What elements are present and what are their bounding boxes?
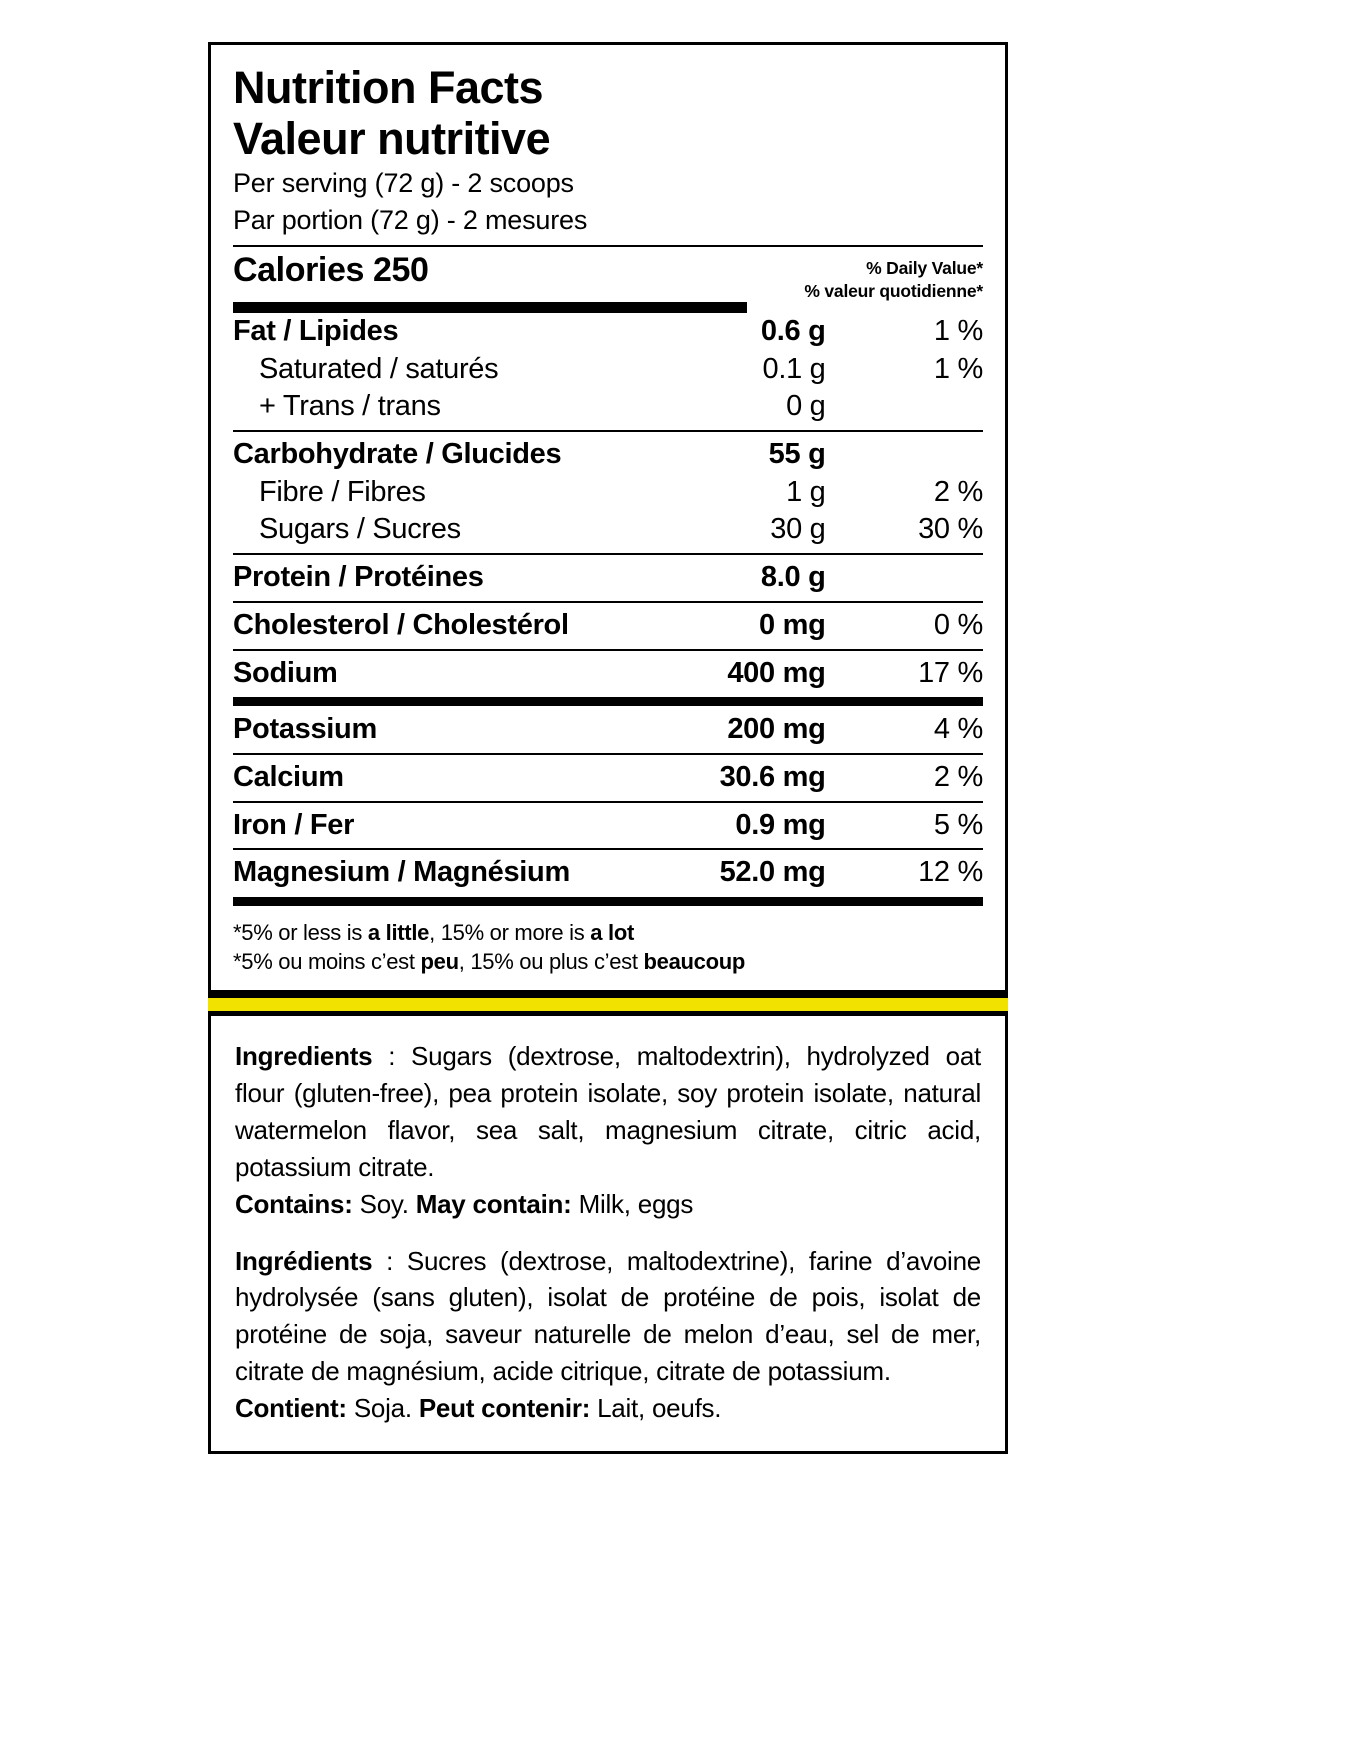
bilingual-label-panel	[208, 42, 1008, 1454]
serving-size-fr: Par portion (72 g) - 2 mesures	[233, 204, 588, 235]
nutrient-table-body	[233, 313, 983, 911]
nutrient-name: Protein / Protéines	[233, 561, 484, 594]
yellow-divider-band	[208, 993, 1008, 1016]
table-row	[233, 807, 983, 845]
table-row	[233, 759, 983, 797]
ingredients-body-fr: Sucres (dextrose, maltodextrine), farine d’avoine hydrolysée (sans gluten), isolat de protéine de pois, isolat de protéine de soja, saveur naturelle de melon d’eau, sel de mer, citrate de magnésium, acide citrique, citrate de potassium.	[235, 1245, 981, 1387]
divider-line	[233, 553, 983, 555]
table-row	[233, 474, 983, 512]
footnote-fr	[233, 947, 983, 976]
nutrient-amount: 8.0 g	[760, 561, 826, 594]
divider-line	[233, 601, 983, 603]
footnote-en-bold1: a little	[367, 919, 430, 945]
allergen-line-fr	[235, 1390, 981, 1427]
footnote-fr-bold2: beaucoup	[643, 948, 745, 974]
table-row	[233, 313, 983, 351]
nutrient-name: Potassium	[233, 713, 377, 746]
nutrient-name: Carbohydrate / Glucides	[233, 438, 562, 471]
nutrient-dv: 0 %	[933, 608, 983, 641]
nutrient-dv: 17 %	[918, 656, 983, 689]
divider-line	[233, 848, 983, 850]
daily-value-header-en: % Daily Value*	[866, 258, 983, 279]
nutrient-name: Cholesterol / Cholestérol	[233, 608, 569, 641]
nutrient-dv: 2 %	[933, 760, 983, 793]
nutrition-facts-title-en: Nutrition Facts	[233, 62, 544, 113]
ingredients-paragraph-en	[235, 1038, 981, 1186]
may-contain-value-en: Milk, eggs	[571, 1188, 694, 1219]
row-separator	[233, 645, 983, 655]
table-row	[233, 436, 983, 474]
calories-underbar-wrap	[233, 302, 983, 313]
ingredients-language-gap	[235, 1223, 981, 1243]
footnote-en-bold2: a lot	[590, 919, 634, 945]
contains-label-fr: Contient:	[235, 1393, 347, 1424]
daily-value-header	[804, 251, 983, 302]
table-row	[233, 351, 983, 389]
nutrient-name: Magnesium / Magnésium	[233, 856, 570, 889]
row-separator	[233, 797, 983, 807]
footnote-fr-mid: , 15% ou plus c’est	[458, 948, 644, 974]
nutrient-dv: 4 %	[933, 713, 983, 746]
nutrient-dv: 2 %	[933, 475, 983, 508]
row-separator-major	[233, 692, 983, 711]
nutrient-amount: 52.0 mg	[719, 856, 826, 889]
nutrient-amount: 30.6 mg	[719, 760, 826, 793]
nutrient-amount: 200 mg	[727, 713, 826, 746]
row-separator	[233, 597, 983, 607]
nutrient-dv	[826, 388, 984, 426]
nutrient-amount: 400 mg	[727, 656, 826, 689]
footnote-en	[233, 911, 983, 947]
table-row	[233, 655, 983, 693]
ingredients-box	[208, 1016, 1008, 1454]
nutrient-amount: 0 mg	[759, 608, 826, 641]
contains-label-en: Contains:	[235, 1188, 353, 1219]
nutrient-amount: 0 g	[786, 390, 826, 423]
allergen-line-en	[235, 1186, 981, 1223]
table-row	[233, 854, 983, 892]
nutrient-name: Fibre / Fibres	[259, 475, 426, 508]
nutrient-dv	[826, 436, 984, 474]
nutrient-dv: 5 %	[933, 808, 983, 841]
table-row	[233, 388, 983, 426]
nutrient-table	[233, 313, 983, 911]
nutrient-amount: 30 g	[770, 513, 826, 546]
may-contain-value-fr: Lait, oeufs.	[590, 1393, 722, 1424]
calories-label: Calories 250	[233, 251, 429, 290]
nutrient-amount: 1 g	[786, 475, 826, 508]
divider-line	[233, 753, 983, 755]
nutrient-name: Sugars / Sucres	[259, 513, 461, 546]
ingredients-sep-fr: :	[372, 1245, 407, 1276]
contains-value-en: Soy.	[352, 1188, 416, 1219]
nutrient-dv: 1 %	[933, 352, 983, 385]
may-contain-label-fr: Peut contenir:	[418, 1393, 591, 1424]
nutrition-facts-box	[208, 42, 1008, 993]
yellow-band-fill	[208, 998, 1008, 1011]
divider-line	[233, 649, 983, 651]
footnote-fr-bold1: peu	[420, 948, 459, 974]
may-contain-label-en: May contain:	[415, 1188, 572, 1219]
divider-line	[233, 430, 983, 432]
divider-bar	[233, 697, 983, 706]
nutrition-facts-title-fr: Valeur nutritive	[233, 113, 551, 165]
nutrient-name: Iron / Fer	[233, 808, 355, 841]
calories-underbar	[233, 302, 747, 313]
nutrient-amount: 0.1 g	[762, 352, 826, 385]
row-separator	[233, 549, 983, 559]
nutrient-dv: 1 %	[933, 315, 983, 347]
row-separator	[233, 426, 983, 436]
row-separator	[233, 749, 983, 759]
nutrient-dv: 12 %	[918, 856, 983, 889]
nutrient-dv: 30 %	[918, 513, 983, 546]
footnote-en-mid: , 15% or more is	[429, 919, 591, 945]
contains-value-fr: Soja.	[346, 1393, 419, 1424]
divider-bar	[233, 897, 983, 906]
table-row	[233, 607, 983, 645]
table-row	[233, 511, 983, 549]
table-row	[233, 559, 983, 597]
nutrient-dv	[826, 559, 984, 597]
table-row	[233, 711, 983, 749]
nutrient-name: Calcium	[233, 760, 344, 793]
divider-line	[233, 801, 983, 803]
ingredients-heading-en: Ingredients	[235, 1041, 373, 1071]
nutrient-name: Saturated / saturés	[259, 352, 499, 385]
nutrient-name: Sodium	[233, 656, 338, 689]
calories-row	[233, 247, 983, 302]
ingredients-body-en: Sugars (dextrose, maltodextrin), hydrolyzed oat flour (gluten-free), pea protein isolate, soy protein isolate, natural watermelon flavor, sea salt, magnesium citrate, citric acid, potassium citrate.	[235, 1041, 981, 1182]
footnote-en-pre: *5% or less is	[233, 919, 368, 945]
row-separator-major	[233, 892, 983, 911]
serving-size-en: Per serving (72 g) - 2 scoops	[233, 167, 574, 198]
nutrient-name: + Trans / trans	[259, 390, 441, 423]
nutrient-amount: 55 g	[768, 438, 826, 471]
footnote-fr-pre: *5% ou moins c’est	[233, 948, 421, 974]
nutrient-amount: 0.9 mg	[735, 808, 826, 841]
nutrient-name: Fat / Lipides	[233, 315, 399, 347]
row-separator	[233, 844, 983, 854]
nutrient-amount: 0.6 g	[760, 315, 826, 347]
ingredients-sep-en: :	[372, 1041, 412, 1071]
ingredients-heading-fr: Ingrédients	[235, 1245, 373, 1276]
ingredients-paragraph-fr	[235, 1243, 981, 1391]
daily-value-header-fr: % valeur quotidienne*	[804, 280, 983, 301]
